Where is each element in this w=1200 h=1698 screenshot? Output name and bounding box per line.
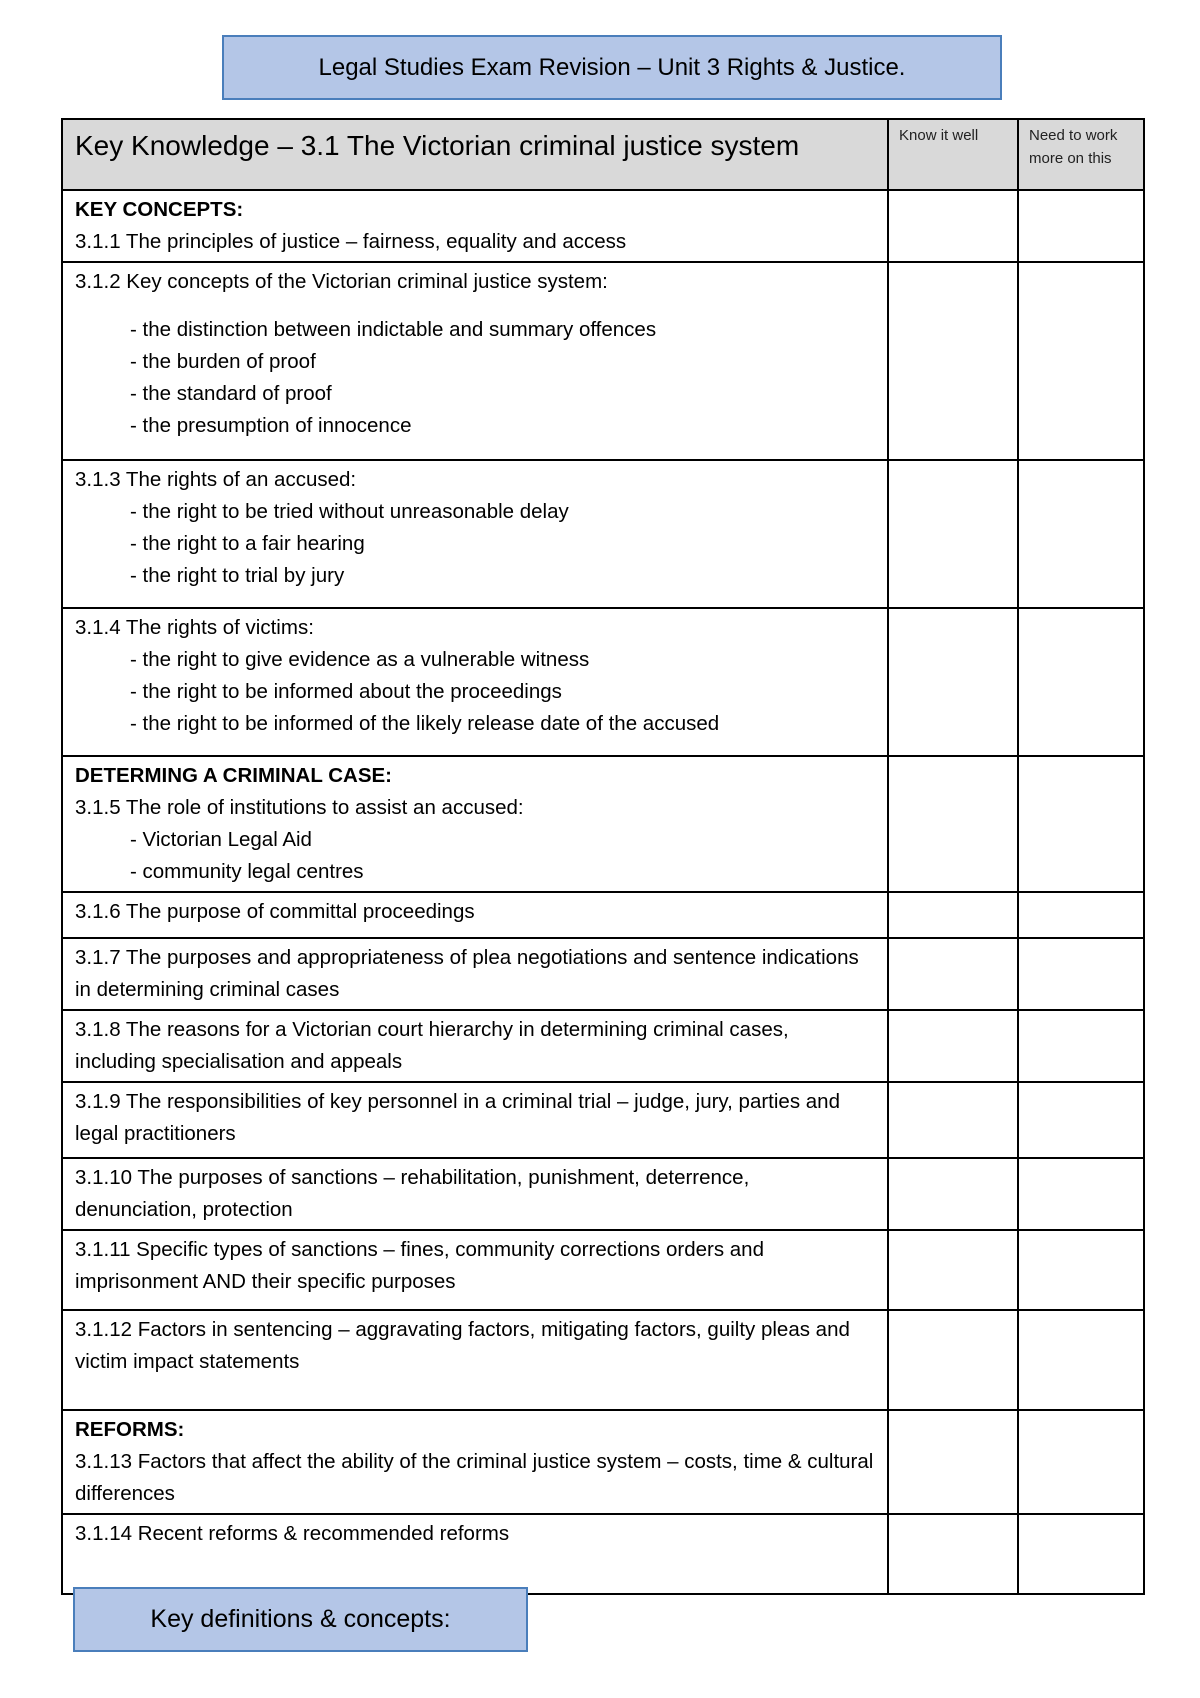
page-title-banner [222, 35, 1002, 100]
section-heading: REFORMS: [75, 1418, 185, 1441]
knowledge-point: 3.1.3 The rights of an accused: [75, 468, 357, 491]
knowledge-cell [62, 1310, 888, 1410]
knowledge-cell [62, 892, 888, 938]
knowledge-cell [62, 190, 888, 262]
knowledge-point: 3.1.7 The purposes and appropriateness of plea negotiations and sentence indications in determining criminal cases [75, 946, 859, 1001]
need-to-work-checkbox-cell[interactable] [1018, 756, 1144, 892]
knowledge-cell [62, 1158, 888, 1230]
table-row [62, 190, 1144, 262]
table-heading-cell [62, 119, 888, 190]
need-to-work-checkbox-cell[interactable] [1018, 190, 1144, 262]
knowledge-point: 3.1.5 The role of institutions to assist an accused: [75, 796, 524, 819]
sub-point: - the right to be tried without unreasonable delay [130, 500, 569, 523]
knowledge-cell [62, 756, 888, 892]
knowledge-cell [62, 1230, 888, 1310]
table-heading: Key Knowledge – 3.1 The Victorian criminal justice system [75, 130, 800, 161]
sub-point: - the burden of proof [130, 350, 316, 373]
section-heading: DETERMING A CRIMINAL CASE: [75, 764, 392, 787]
page-title: Legal Studies Exam Revision – Unit 3 Rights & Justice. [318, 53, 906, 81]
know-it-well-checkbox-cell[interactable] [888, 1514, 1018, 1594]
know-it-well-checkbox-cell[interactable] [888, 1410, 1018, 1514]
sub-point: - the standard of proof [130, 382, 332, 405]
need-to-work-checkbox-cell[interactable] [1018, 1010, 1144, 1082]
sub-point: - the right to trial by jury [130, 564, 345, 587]
knowledge-cell [62, 1010, 888, 1082]
need-to-work-checkbox-cell[interactable] [1018, 1514, 1144, 1594]
knowledge-point: 3.1.9 The responsibilities of key personnel in a criminal trial – judge, jury, parties and legal practitioners [75, 1090, 840, 1145]
knowledge-cell [62, 460, 888, 608]
sub-point: - the right to a fair hearing [130, 532, 365, 555]
knowledge-point: 3.1.10 The purposes of sanctions – rehabilitation, punishment, deterrence, denunciation, protection [75, 1166, 750, 1221]
key-definitions-label: Key definitions & concepts: [150, 1605, 451, 1633]
need-to-work-checkbox-cell[interactable] [1018, 892, 1144, 938]
knowledge-point: 3.1.6 The purpose of committal proceedings [75, 900, 475, 923]
table-row [62, 460, 1144, 608]
table-row [62, 1010, 1144, 1082]
need-to-work-checkbox-cell[interactable] [1018, 1310, 1144, 1410]
table-row [62, 938, 1144, 1010]
know-it-well-checkbox-cell[interactable] [888, 1310, 1018, 1410]
sub-point: - the distinction between indictable and summary offences [130, 318, 657, 341]
need-to-work-checkbox-cell[interactable] [1018, 460, 1144, 608]
key-knowledge-table [61, 118, 1145, 1595]
table-row [62, 608, 1144, 756]
table-row [62, 1310, 1144, 1410]
sub-point: - the presumption of innocence [130, 414, 412, 437]
knowledge-cell [62, 938, 888, 1010]
need-to-work-checkbox-cell[interactable] [1018, 1230, 1144, 1310]
know-it-well-checkbox-cell[interactable] [888, 1158, 1018, 1230]
know-it-well-header [888, 119, 1018, 190]
table-row [62, 756, 1144, 892]
know-it-well-checkbox-cell[interactable] [888, 190, 1018, 262]
know-it-well-label: Know it well [899, 127, 979, 144]
need-to-work-checkbox-cell[interactable] [1018, 608, 1144, 756]
need-to-work-checkbox-cell[interactable] [1018, 938, 1144, 1010]
sub-point: - community legal centres [130, 860, 364, 883]
knowledge-point: 3.1.8 The reasons for a Victorian court hierarchy in determining criminal cases, including specialisation and appeals [75, 1018, 789, 1073]
knowledge-point: 3.1.4 The rights of victims: [75, 616, 314, 639]
table-row [62, 262, 1144, 460]
need-to-work-checkbox-cell[interactable] [1018, 1410, 1144, 1514]
need-to-work-header [1018, 119, 1144, 190]
need-to-work-checkbox-cell[interactable] [1018, 1082, 1144, 1158]
know-it-well-checkbox-cell[interactable] [888, 756, 1018, 892]
know-it-well-checkbox-cell[interactable] [888, 262, 1018, 460]
know-it-well-checkbox-cell[interactable] [888, 608, 1018, 756]
sub-point: - the right to be informed about the proceedings [130, 680, 562, 703]
know-it-well-checkbox-cell[interactable] [888, 892, 1018, 938]
table-row [62, 1514, 1144, 1594]
table-row [62, 1158, 1144, 1230]
knowledge-point: 3.1.2 Key concepts of the Victorian criminal justice system: [75, 270, 608, 293]
need-to-work-label: Need to work more on this [1029, 127, 1118, 168]
know-it-well-checkbox-cell[interactable] [888, 938, 1018, 1010]
knowledge-cell [62, 1514, 888, 1594]
knowledge-point: 3.1.14 Recent reforms & recommended reforms [75, 1522, 510, 1545]
need-to-work-checkbox-cell[interactable] [1018, 1158, 1144, 1230]
knowledge-point: 3.1.13 Factors that affect the ability of the criminal justice system – costs, time & cultural differences [75, 1450, 874, 1505]
knowledge-cell [62, 262, 888, 460]
section-heading: KEY CONCEPTS: [75, 198, 244, 221]
knowledge-cell [62, 1082, 888, 1158]
key-definitions-banner [73, 1587, 528, 1652]
table-row [62, 892, 1144, 938]
knowledge-cell [62, 1410, 888, 1514]
knowledge-cell [62, 608, 888, 756]
knowledge-point: 3.1.1 The principles of justice – fairness, equality and access [75, 230, 627, 253]
know-it-well-checkbox-cell[interactable] [888, 1010, 1018, 1082]
sub-point: - the right to be informed of the likely release date of the accused [130, 712, 720, 735]
table-row [62, 1410, 1144, 1514]
know-it-well-checkbox-cell[interactable] [888, 460, 1018, 608]
table-row [62, 1082, 1144, 1158]
table-row [62, 1230, 1144, 1310]
know-it-well-checkbox-cell[interactable] [888, 1082, 1018, 1158]
need-to-work-checkbox-cell[interactable] [1018, 262, 1144, 460]
knowledge-point: 3.1.11 Specific types of sanctions – fines, community corrections orders and imprisonment AND their specific purposes [75, 1238, 764, 1293]
sub-point: - Victorian Legal Aid [130, 828, 312, 851]
knowledge-point: 3.1.12 Factors in sentencing – aggravating factors, mitigating factors, guilty pleas and victim impact statements [75, 1318, 850, 1373]
sub-point: - the right to give evidence as a vulnerable witness [130, 648, 590, 671]
know-it-well-checkbox-cell[interactable] [888, 1230, 1018, 1310]
